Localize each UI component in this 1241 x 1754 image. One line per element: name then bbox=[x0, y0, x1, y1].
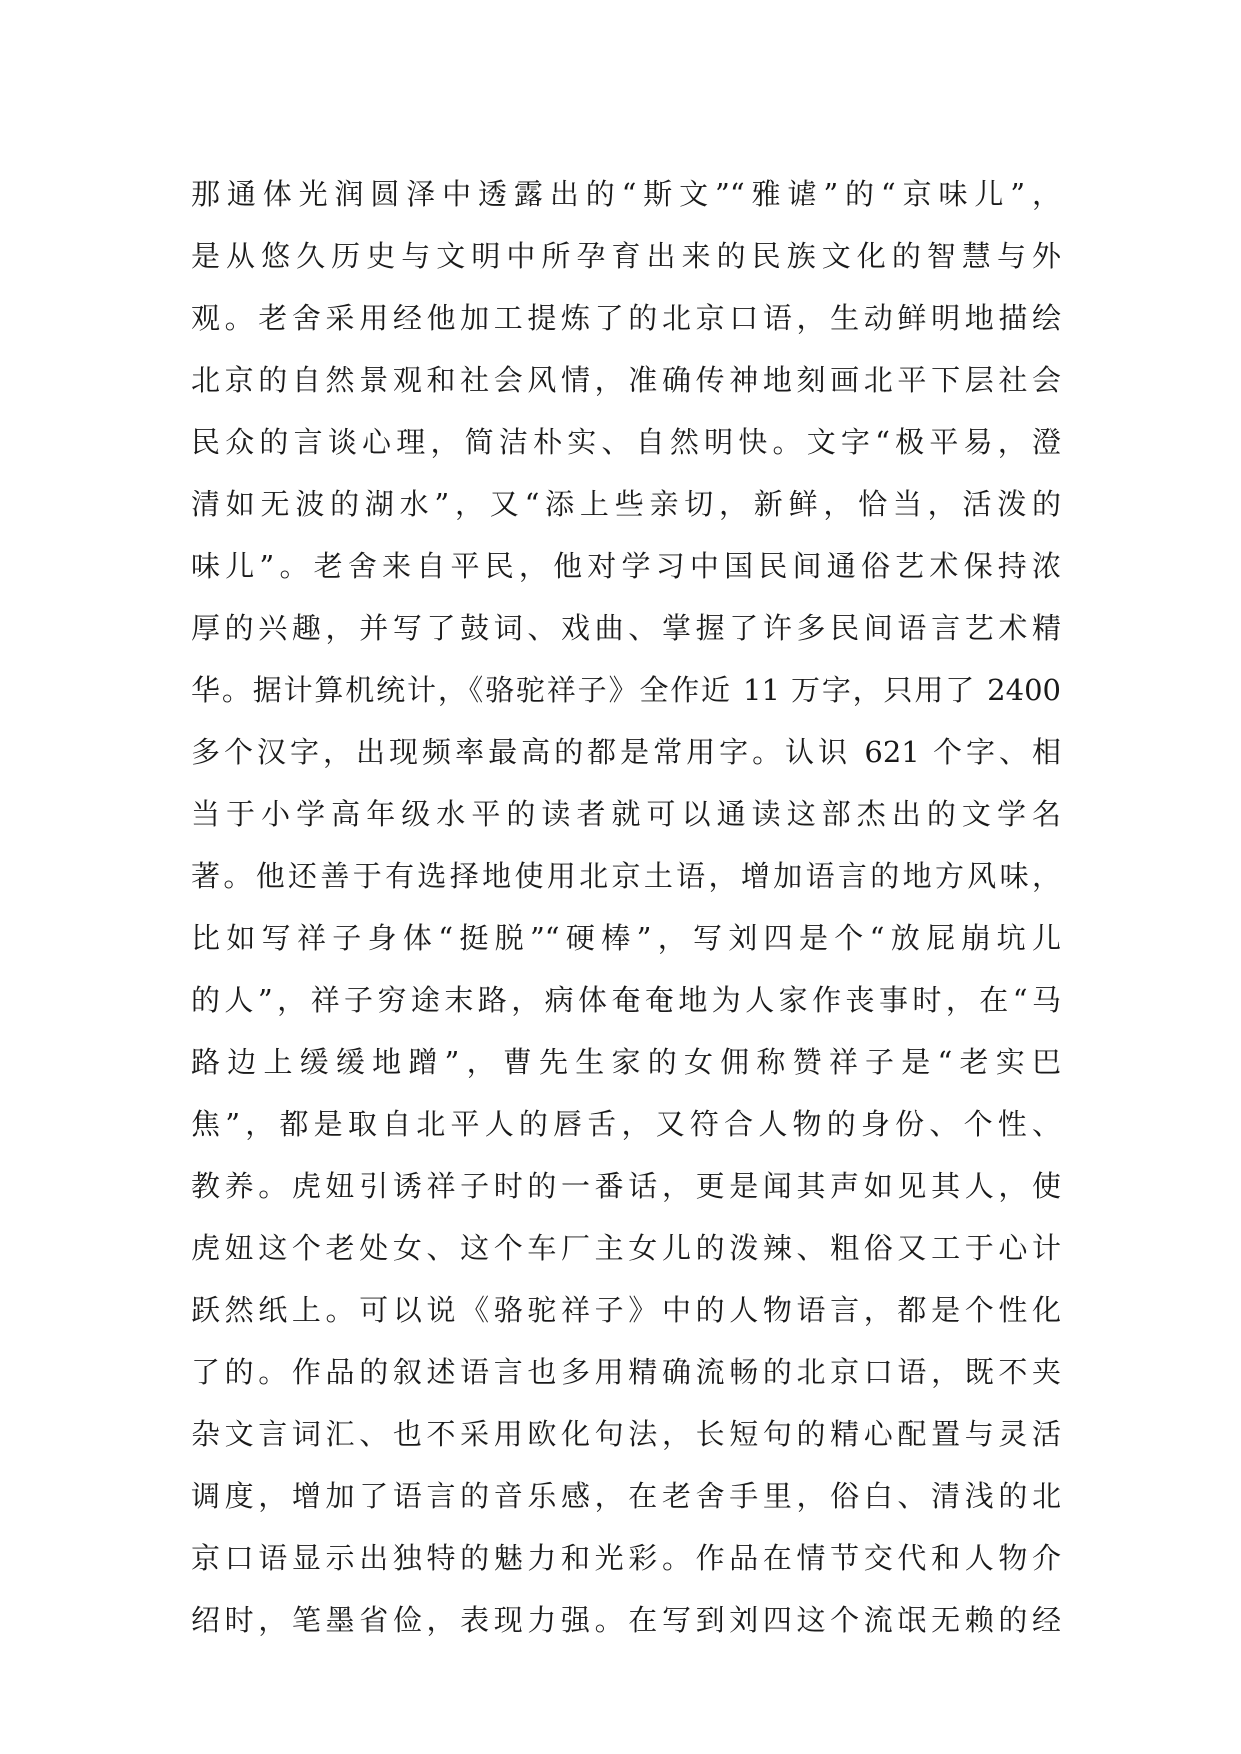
text-line: 了的。作品的叙述语言也多用精确流畅的北京口语，既不夹 bbox=[191, 1355, 1061, 1389]
text-line: 绍时，笔墨省俭，表现力强。在写到刘四这个流氓无赖的经 bbox=[191, 1603, 1061, 1637]
text-line: 厚的兴趣，并写了鼓词、戏曲、掌握了许多民间语言艺术精 bbox=[191, 611, 1061, 645]
text-line: 味儿”。老舍来自平民，他对学习中国民间通俗艺术保持浓 bbox=[191, 549, 1061, 583]
text-line: 教养。虎妞引诱祥子时的一番话，更是闻其声如见其人，使 bbox=[191, 1169, 1061, 1203]
text-line: 路边上缓缓地蹭”，曹先生家的女佣称赞祥子是“老实巴 bbox=[191, 1045, 1061, 1079]
text-line: 跃然纸上。可以说《骆驼祥子》中的人物语言，都是个性化 bbox=[191, 1293, 1061, 1327]
body-text bbox=[191, 163, 1061, 1651]
text-line: 是从悠久历史与文明中所孕育出来的民族文化的智慧与外 bbox=[191, 239, 1061, 273]
text-line: 当于小学高年级水平的读者就可以通读这部杰出的文学名 bbox=[191, 797, 1061, 831]
text-line: 京口语显示出独特的魅力和光彩。作品在情节交代和人物介 bbox=[191, 1541, 1061, 1575]
text-line: 杂文言词汇、也不采用欧化句法，长短句的精心配置与灵活 bbox=[191, 1417, 1061, 1451]
text-line: 观。老舍采用经他加工提炼了的北京口语，生动鲜明地描绘 bbox=[191, 301, 1061, 335]
text-line: 多个汉字，出现频率最高的都是常用字。认识 621 个字、相 bbox=[191, 735, 1061, 769]
text-line: 清如无波的湖水”，又“添上些亲切，新鲜，恰当，活泼的 bbox=[191, 487, 1061, 521]
text-line: 虎妞这个老处女、这个车厂主女儿的泼辣、粗俗又工于心计 bbox=[191, 1231, 1061, 1265]
text-line: 著。他还善于有选择地使用北京土语，增加语言的地方风味， bbox=[191, 859, 1061, 893]
text-line: 比如写祥子身体“挺脱”“硬棒”，写刘四是个“放屁崩坑儿 bbox=[191, 921, 1061, 955]
text-line: 调度，增加了语言的音乐感，在老舍手里，俗白、清浅的北 bbox=[191, 1479, 1061, 1513]
text-line: 那通体光润圆泽中透露出的“斯文”“雅谑”的“京味儿”， bbox=[191, 177, 1061, 211]
text-line: 的人”，祥子穷途末路，病体奄奄地为人家作丧事时，在“马 bbox=[191, 983, 1061, 1017]
text-line: 焦”，都是取自北平人的唇舌，又符合人物的身份、个性、 bbox=[191, 1107, 1061, 1141]
text-line: 民众的言谈心理，简洁朴实、自然明快。文字“极平易，澄 bbox=[191, 425, 1061, 459]
text-line: 北京的自然景观和社会风情，准确传神地刻画北平下层社会 bbox=[191, 363, 1061, 397]
text-line: 华。据计算机统计，《骆驼祥子》全作近 11 万字，只用了 2400 bbox=[191, 673, 1061, 707]
